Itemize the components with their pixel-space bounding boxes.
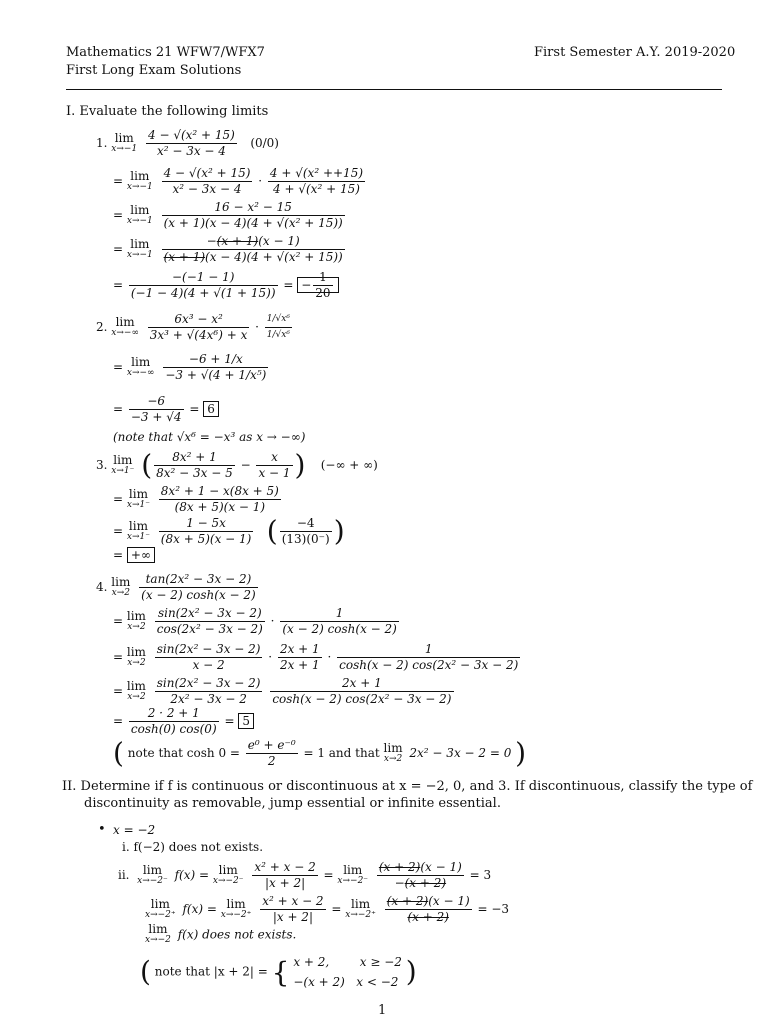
p2-line1: 2. lim x→−∞ $\frac{\text{6x³ − x²}}{\text{3x³ + √(4x⁶) + x}}$ · $\frac{\text{1/√x⁶}}{\text{1/√x⁶}}$	[96, 312, 290, 342]
p4-line5: = $\frac{2 \cdot 2 + 1}{\cosh(0) \cos(0)}$ = 5	[113, 706, 254, 737]
bullet-icon: •	[98, 822, 106, 837]
p1-number: 1.	[96, 136, 108, 150]
p3-line3: = lim x→1⁻ $\frac{1 - 5x}{(8x + 5)(x - 1)}$ ( $\frac{-4}{(13)(0^-)}$ )	[113, 514, 345, 548]
p1-line4: = lim x→−1 $\frac{-(x + 1)(x - 1)}{\text{(x + 1)(x − 4)(4 + √(x² + 15))}}$	[113, 234, 343, 264]
p1-line2: = lim x→−1 $\frac{\text{4 − √(x² + 15)}}{\text{x² − 3x − 4}}$ · $\frac{\text{4 + √(x² ++15)}}{\text{4 + √(x² + 15)}}$	[113, 166, 364, 196]
step-i: i. f(−2) does not exists.	[122, 840, 264, 854]
p1-line1	[96, 128, 279, 159]
p1-line5: = $\frac{-(-1 - 1)}{(-1 - 4)(4 + √(1 + 15))}$ = − $\frac{1}{20}$	[113, 270, 339, 301]
section1-title: I. Evaluate the following limits	[66, 104, 269, 119]
answer-box: +∞	[127, 547, 155, 563]
p4-line3: = lim x→2 $\frac{\text{sin(2x² − 3x − 2)}}{x - 2}$ · $\frac{2x + 1}{2x + 1}$ · $\frac{1}{\text{cosh(x − 2) cos(2x² − 3x − 2)}}$	[113, 642, 519, 672]
answer-box: 6	[203, 401, 219, 417]
p4-line1: 4. lim x→2 $\frac{\text{tan(2x² − 3x − 2)}}{(x - 2) \cosh(x - 2)}$	[96, 572, 256, 602]
abs-note: ( note that |x + 2| = { x + 2, x ≥ −2 −(x + 2) x < −2 )	[140, 955, 417, 989]
p4-line4: = lim x→2 $\frac{\text{sin(2x² − 3x − 2)}}{\text{2x² − 3x − 2}}$ $\frac{2x + 1}{\text{cosh(x − 2) cos(2x² − 3x − 2)}}$	[113, 676, 452, 706]
step-ii-left: ii. lim x→−2⁻ f(x) = lim x→−2⁻ $\frac{\text{x² + x − 2}}{|x + 2|}$ = lim x→−2⁻ $\frac{(x + 2)(x - 1)}{-(x + 2)}$ = 3	[118, 860, 492, 890]
step-ii-right: lim x→−2⁺ f(x) = lim x→−2⁺ $\frac{\text{x² + x − 2}}{|x + 2|}$ = lim x→−2⁺ $\frac{(x + 2)(x - 1)}{(x + 2)}$ = −3	[145, 894, 510, 924]
section2-title-line2: discontinuity as removable, jump essential or infinite essential.	[84, 796, 501, 811]
term-label: First Semester A.Y. 2019-2020	[534, 45, 736, 60]
p2-line2: = lim x→−∞ $\frac{-6 + 1/x}{\text{−3 + √(4 + 1/x⁵)}}$	[113, 352, 267, 382]
course-title: Mathematics 21 WFW7/WFX7	[66, 45, 265, 60]
p1-line3: = lim x→−1 $\frac{\text{16 − x² − 15}}{\text{(x + 1)(x − 4)(4 + √(x² + 15))}}$	[113, 200, 343, 230]
p2-note: (note that √x⁶ = −x³ as x → −∞)	[113, 430, 306, 444]
case-heading: x = −2	[113, 823, 156, 837]
limit-dne: lim x→−2 f(x) does not exists.	[145, 922, 297, 945]
p4-note: ( note that cosh 0 = $\frac{\text{e⁰ + e⁻⁰}}{2}$ = 1 and that lim x→2 2x² − 3x − 2 = 0 )	[113, 736, 527, 770]
p3-line1: 3. lim x→1⁻ ( $\frac{\text{8x² + 1}}{\text{8x² − 3x − 5}}$ − $\frac{x}{x - 1}$ ) (−∞ + ∞)	[96, 448, 378, 482]
p4-line2: = lim x→2 $\frac{\text{sin(2x² − 3x − 2)}}{\text{cos(2x² − 3x − 2)}}$ · $\frac{1}{(x - 2) \cosh(x - 2)}$	[113, 606, 397, 636]
answer-box: − $\frac{1}{20}$	[297, 277, 338, 293]
p2-line3: = $\frac{-6}{-3 + √4}$ = 6	[113, 394, 219, 425]
exam-title: First Long Exam Solutions	[66, 63, 242, 78]
section2-title-line1: II. Determine if f is continuous or discontinuous at x = −2, 0, and 3. If discontinuous, classify the type of	[62, 779, 753, 794]
p3-line2: = lim x→1⁻ $\frac{\text{8x² + 1 − x(8x + 5)}}{(8x + 5)(x - 1)}$	[113, 484, 279, 514]
header-rule	[66, 89, 722, 90]
indeterminate-form: (0/0)	[250, 136, 279, 150]
p3-answer: = +∞	[113, 548, 155, 562]
page-number: 1	[378, 1003, 387, 1018]
lim-operator: lim x→−1	[111, 130, 138, 154]
answer-box: 5	[238, 713, 254, 729]
fraction: $\frac{\text{4 − √(x² + 15)}}{\text{x² − 3x − 4}}$	[148, 128, 235, 158]
